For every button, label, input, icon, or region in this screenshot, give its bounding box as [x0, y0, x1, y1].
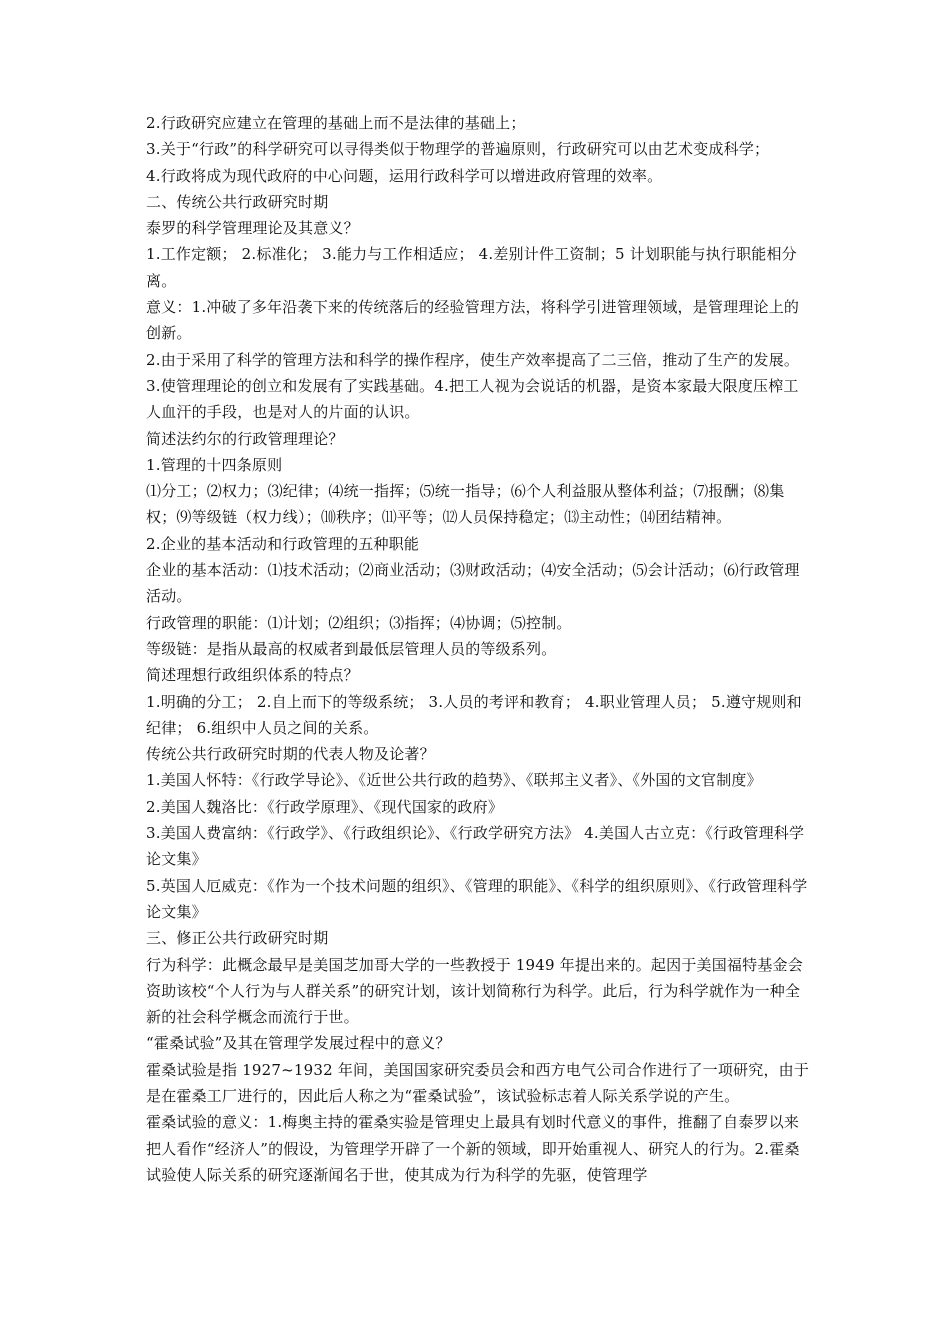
text-line: 2.企业的基本活动和行政管理的五种职能 [146, 534, 420, 553]
text-line: 霍桑试验是指 1927~1932 年间，美国国家研究委员会和西方电气公司合作进行了一项研究，由于是在霍桑工厂进行的，因此后人称之为“霍桑试验”，该试验标志着人际关系学说的产生。 [146, 1060, 810, 1105]
question-heading: 传统公共行政研究时期的代表人物及论著？ [146, 745, 435, 764]
text-line: ⑴分工；⑵权力；⑶纪律；⑷统一指挥；⑸统一指导；⑹个人利益服从整体利益；⑺报酬；⑻集权；⑼等级链（权力线）；⑽秩序；⑾平等；⑿人员保持稳定；⒀主动性；⒁团结精神。 [146, 482, 785, 527]
section-heading: 三、修正公共行政研究时期 [146, 929, 329, 948]
section-heading: 二、传统公共行政研究时期 [146, 192, 329, 211]
text-line: 2.由于采用了科学的管理方法和科学的操作程序，使生产效率提高了二三倍，推动了生产的发展。 [146, 350, 800, 369]
question-heading: 简述法约尔的行政管理理论？ [146, 429, 344, 448]
document-page [146, 110, 810, 1188]
text-line: 3.关于“行政”的科学研究可以寻得类似于物理学的普遍原则，行政研究可以由艺术变成科学； [146, 140, 770, 159]
text-line: 意义：1.冲破了多年沿袭下来的传统落后的经验管理方法，将科学引进管理领域，是管理理论上的创新。 [146, 298, 800, 343]
text-line: 1.工作定额； 2.标准化； 3.能力与工作相适应； 4.差别计件工资制；5 计划职能与执行职能相分离。 [146, 245, 797, 290]
text-line: 1.美国人怀特：《行政学导论》、《近世公共行政的趋势》、《联邦主义者》、《外国的文官制度》 [146, 771, 762, 790]
text-line: 3.使管理理论的创立和发展有了实践基础。4.把工人视为会说话的机器，是资本家最大限度压榨工人血汗的手段，也是对人的片面的认识。 [146, 376, 799, 422]
question-heading: 简述理想行政组织体系的特点？ [146, 666, 359, 685]
text-line: 行政管理的职能：⑴计划；⑵组织；⑶指挥；⑷协调；⑸控制。 [146, 613, 572, 632]
text-line: 企业的基本活动：⑴技术活动；⑵商业活动；⑶财政活动；⑷安全活动；⑸会计活动；⑹行政管理活动。 [146, 561, 800, 606]
text-line: 1.管理的十四条原则 [146, 455, 283, 474]
text-line: 4.行政将成为现代政府的中心问题，运用行政科学可以增进政府管理的效率。 [146, 166, 663, 185]
question-heading: 泰罗的科学管理理论及其意义？ [146, 219, 359, 238]
question-heading: “霍桑试验”及其在管理学发展过程中的意义？ [146, 1034, 451, 1053]
text-line: 行为科学：此概念最早是美国芝加哥大学的一些教授于 1949 年提出来的。起因于美国福特基金会资助该校“个人行为与人群关系”的研究计划，该计划简称行为科学。此后，行为科学就作为一种全新的社会科学概念而流行于世。 [146, 955, 803, 1027]
text-line: 3.美国人费富纳：《行政学》、《行政组织论》、《行政学研究方法》 4.美国人古立克：《行政管理科学论文集》 [146, 824, 805, 869]
text-line: 5.英国人厄威克：《作为一个技术问题的组织》、《管理的职能》、《科学的组织原则》、《行政管理科学论文集》 [146, 876, 808, 921]
text-line: 2.行政研究应建立在管理的基础上而不是法律的基础上； [146, 114, 526, 132]
text-line: 等级链：是指从最高的权威者到最低层管理人员的等级系列。 [146, 639, 557, 658]
text-line: 2.美国人魏洛比：《行政学原理》、《现代国家的政府》 [146, 797, 504, 816]
text-line: 1.明确的分工； 2.自上而下的等级系统； 3.人员的考评和教育； 4.职业管理人员； 5.遵守规则和纪律； 6.组织中人员之间的关系。 [146, 692, 802, 737]
text-line: 霍桑试验的意义：1.梅奥主持的霍桑实验是管理史上最具有划时代意义的事件，推翻了自泰罗以来把人看作“经济人”的假设，为管理学开辟了一个新的领域，即开始重视人、研究人的行为。2.霍桑试验使人际关系的研究逐渐闻名于世，使其成为行为科学的先驱，使管理学 [146, 1113, 800, 1184]
